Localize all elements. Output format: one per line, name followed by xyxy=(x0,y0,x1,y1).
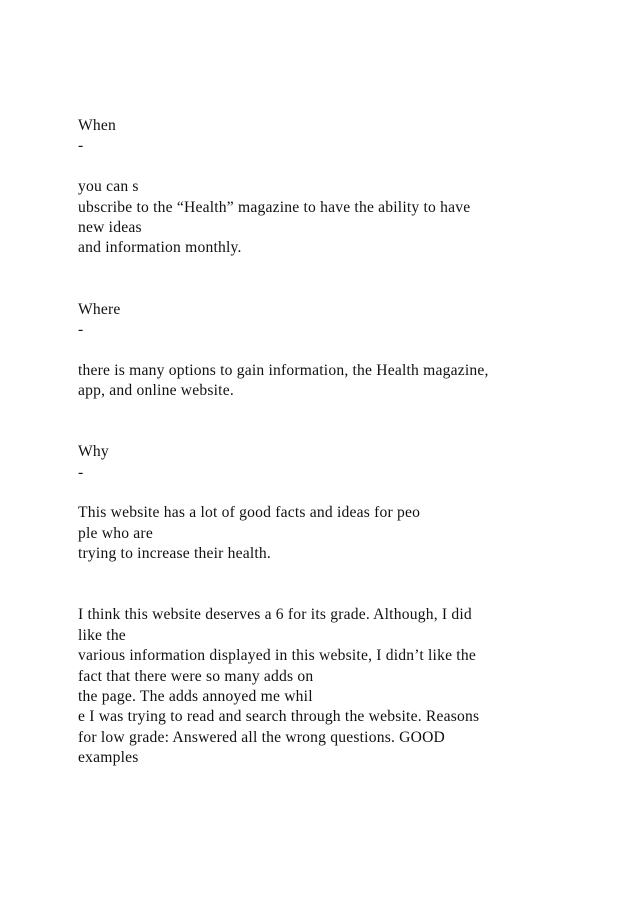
grade-line: e I was trying to read and search through the website. Reasons xyxy=(78,708,480,726)
why-line: ple who are xyxy=(78,524,153,542)
when-heading: When xyxy=(78,117,117,134)
where-heading: Where xyxy=(78,300,121,318)
where-line: app, and online website. xyxy=(78,382,234,400)
spacer xyxy=(78,401,598,442)
why-dash: - xyxy=(78,463,84,481)
when-line: new ideas xyxy=(78,218,142,236)
spacer xyxy=(78,157,598,177)
why-line: trying to increase their health. xyxy=(78,545,272,563)
when-line: and information monthly. xyxy=(78,239,242,257)
why-line: This website has a lot of good facts and ideas for peo xyxy=(78,504,421,522)
grade-line: the page. The adds annoyed me whil xyxy=(78,687,313,705)
grade-line: for low grade: Answered all the wrong questions. GOOD xyxy=(78,728,446,746)
spacer xyxy=(78,340,598,360)
when-line: ubscribe to the “Health” magazine to have the ability to have xyxy=(78,198,471,216)
where-line: there is many options to gain information, the Health magazine, xyxy=(78,361,489,379)
where-dash: - xyxy=(78,320,84,338)
grade-line: like the xyxy=(78,626,126,644)
spacer xyxy=(78,483,598,503)
grade-line: examples xyxy=(78,749,139,767)
spacer xyxy=(78,565,598,606)
grade-line: various information displayed in this website, I didn’t like the xyxy=(78,647,476,665)
spacer xyxy=(78,259,598,300)
when-line: you can s xyxy=(78,178,139,196)
grade-line: fact that there were so many adds on xyxy=(78,667,314,685)
when-dash: - xyxy=(78,137,84,155)
grade-line: I think this website deserves a 6 for its grade. Although, I did xyxy=(78,606,472,624)
document-body xyxy=(78,116,598,769)
why-heading: Why xyxy=(78,443,109,461)
